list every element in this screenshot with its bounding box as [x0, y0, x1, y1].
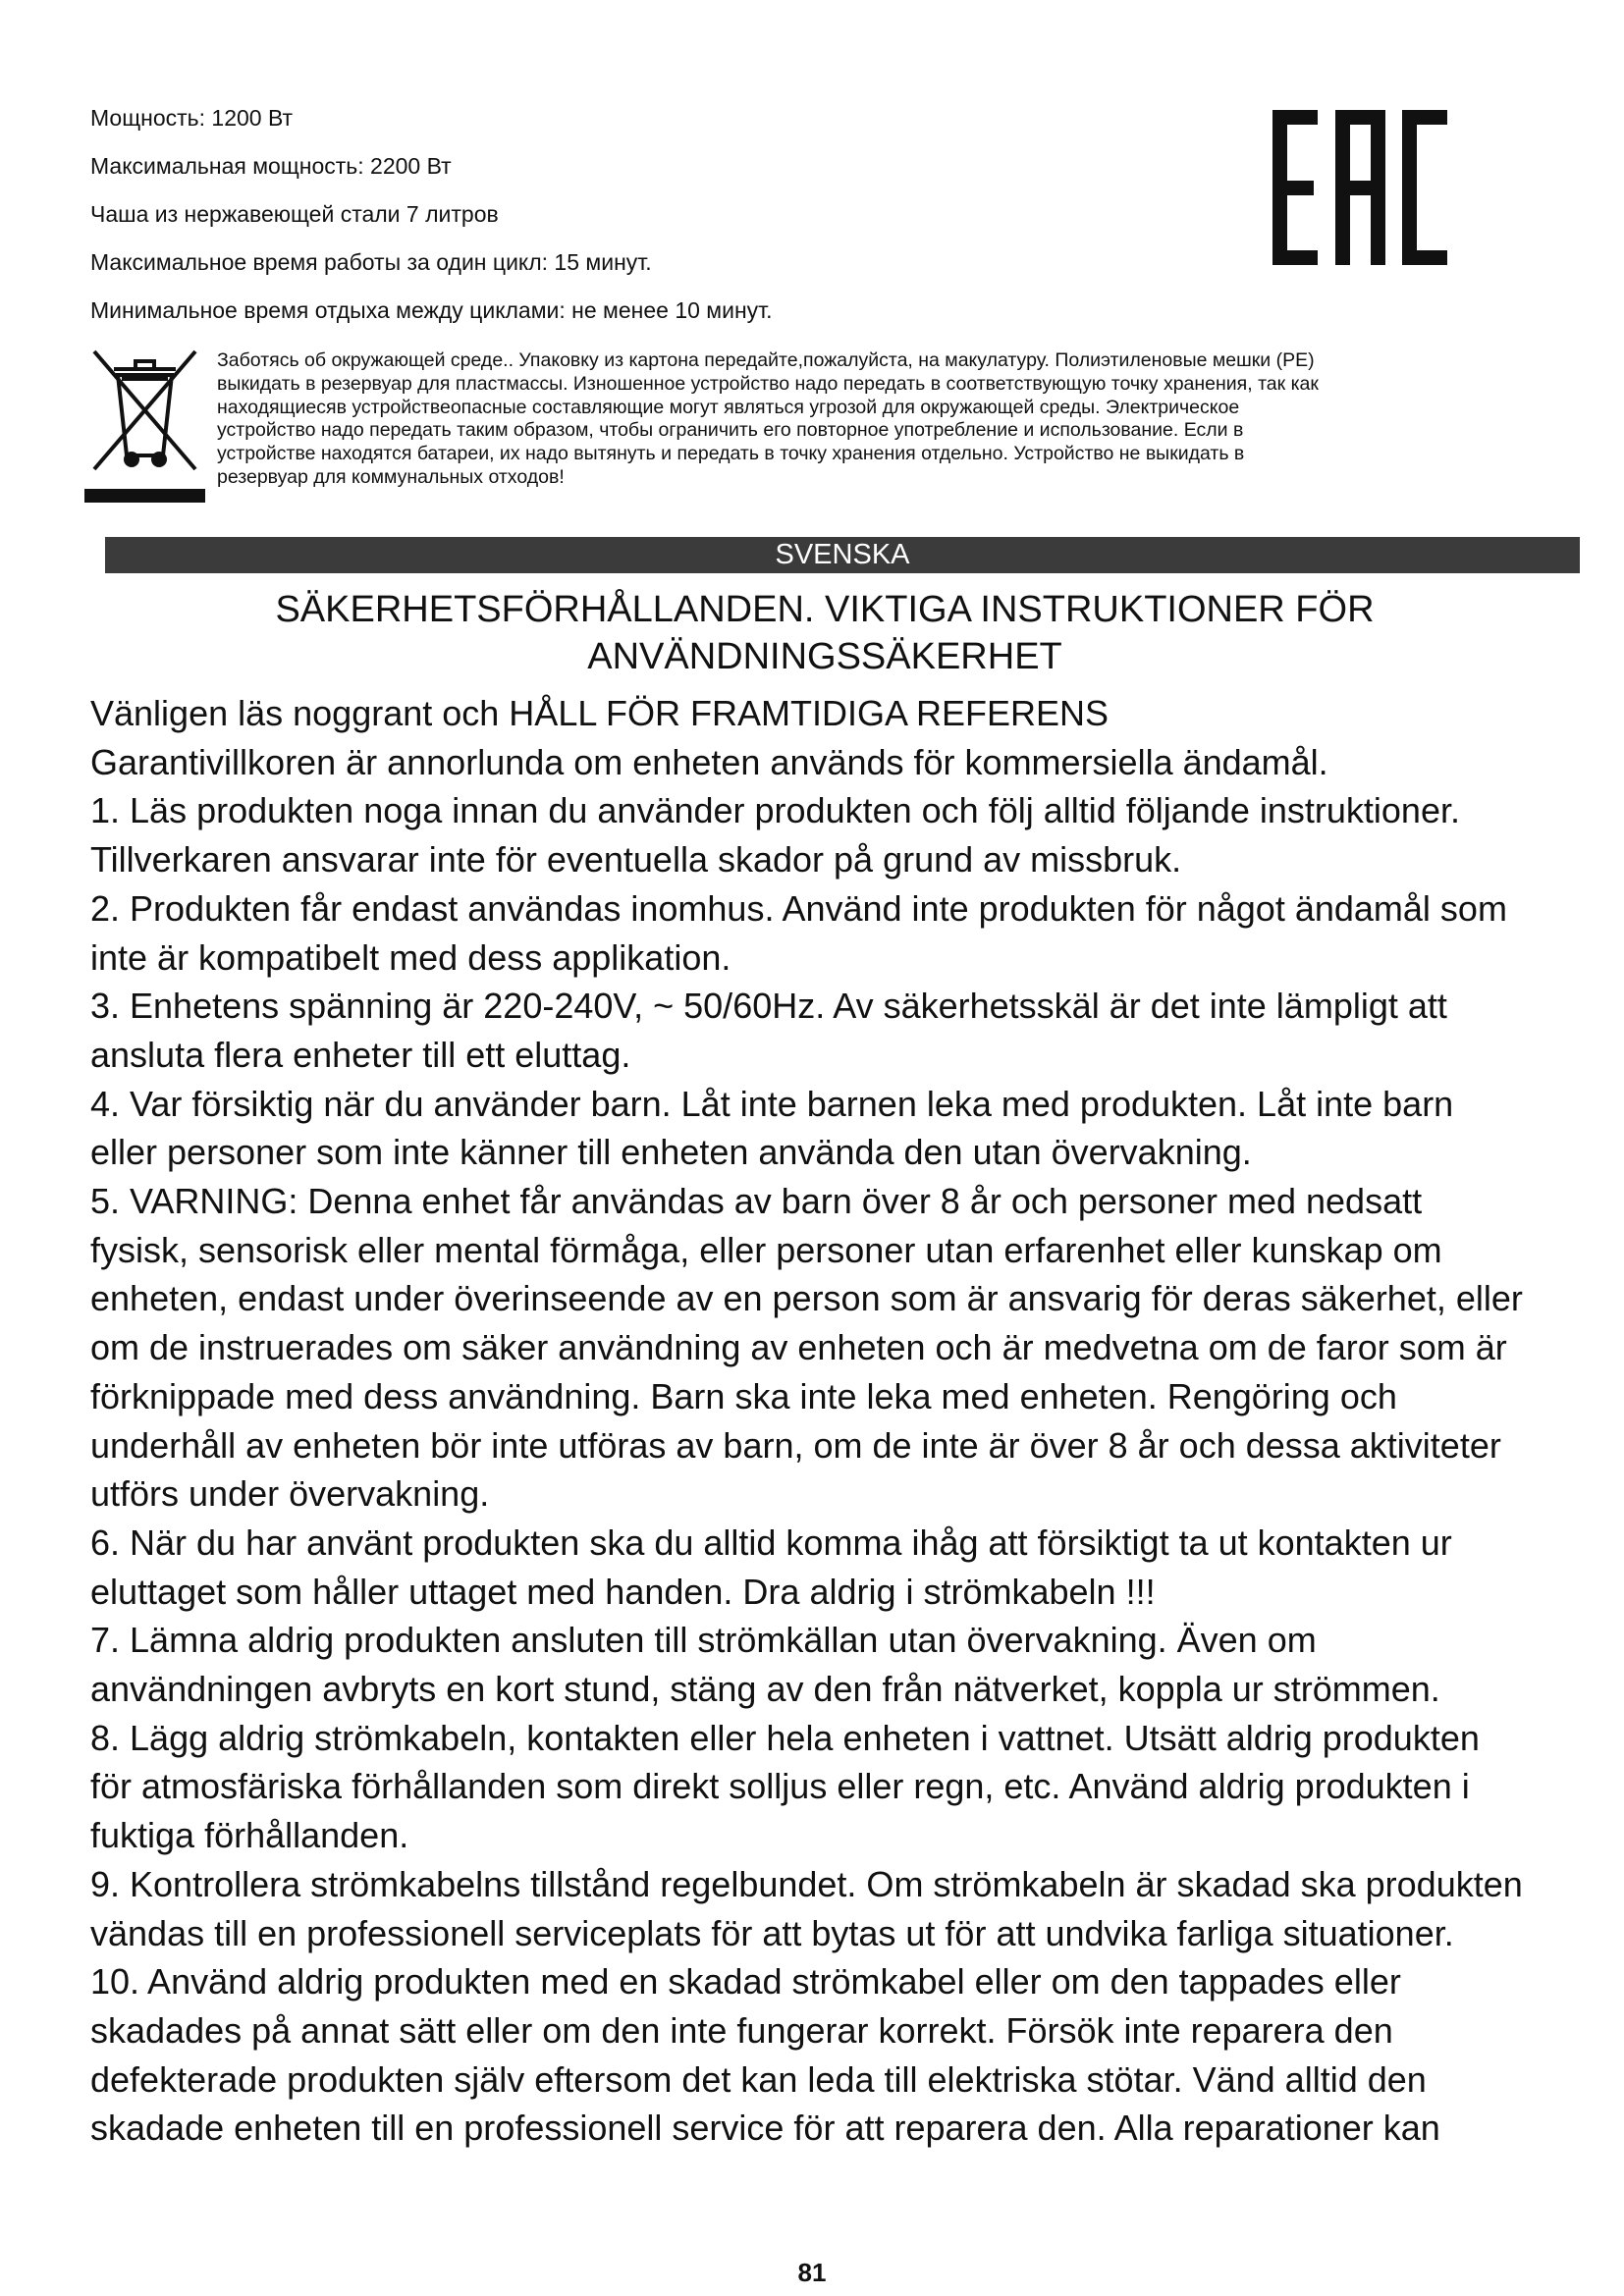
- body-line: fuktiga förhållanden.: [90, 1815, 409, 1856]
- body-line: skadades på annat sätt eller om den inte fungerar korrekt. Försök inte reparera den: [90, 2009, 1393, 2051]
- body-line: Tillverkaren ansvarar inte för eventuella skador på grund av missbruk.: [90, 839, 1182, 881]
- body-line: 10. Använd aldrig produkten med en skadad strömkabel eller om den tappades eller: [90, 1961, 1401, 2002]
- section-title: [147, 586, 1502, 680]
- spec-max-runtime: Максимальное время работы за один цикл: 15 минут.: [90, 249, 652, 275]
- body-line: 3. Enhetens spänning är 220-240V, ~ 50/60Hz. Av säkerhetsskäl är det inte lämpligt att: [90, 986, 1447, 1027]
- body-line: eller personer som inte känner till enheten använda den utan övervakning.: [90, 1132, 1252, 1173]
- page-number: 81: [797, 2258, 827, 2287]
- language-section-bar: SVENSKA: [105, 537, 1580, 573]
- environment-notice: [217, 349, 1415, 490]
- body-line: Vänligen läs noggrant och HÅLL FÖR FRAMTIDIGA REFERENS: [90, 693, 1110, 733]
- body-line: Garantivillkoren är annorlunda om enheten används för kommersiella ändamål.: [90, 741, 1328, 782]
- environment-line: находящиесяв устройствеопасные составляющие могут являться угрозой для окружающей среды. Электрическое: [217, 396, 1240, 418]
- spec-min-rest: Минимальное время отдыха между циклами: не менее 10 минут.: [90, 297, 773, 323]
- spec-max-power: Максимальная мощность: 2200 Вт: [90, 153, 452, 179]
- body-line: underhåll av enheten bör inte utföras av barn, om de inte är över 8 år och dessa aktiviteter: [90, 1424, 1501, 1466]
- environment-line: устройстве находятся батареи, их надо вытянуть и передать в точку хранения отдельно. Устройство не выкидать в: [217, 443, 1245, 465]
- body-line: förknippade med dess användning. Barn ska inte leka med enheten. Rengöring och: [90, 1375, 1397, 1416]
- body-line: vändas till en professionell serviceplats för att bytas ut för att undvika farliga situationer.: [90, 1912, 1454, 1953]
- body-line: 7. Lämna aldrig produkten ansluten till strömkällan utan övervakning. Även om: [90, 1620, 1317, 1661]
- crossed-bin-icon: [84, 340, 205, 508]
- body-line: om de instruerades om säker användning av enheten och är medvetna om de faror som är: [90, 1327, 1507, 1368]
- title-line: SÄKERHETSFÖRHÅLLANDEN. VIKTIGA INSTRUKTIONER FÖR: [275, 589, 1375, 630]
- body-line: 2. Produkten får endast användas inomhus. Använd inte produkten för något ändamål som: [90, 887, 1507, 929]
- body-line: användningen avbryts en kort stund, stäng av den från nätverket, koppla ur strömmen.: [90, 1669, 1440, 1710]
- specifications-list: [90, 94, 1219, 335]
- body-line: defekterade produkten själv eftersom det kan leda till elektriska stötar. Vänd alltid den: [90, 2058, 1427, 2100]
- body-line: skadade enheten till en professionell service för att reparera den. Alla reparationer kan: [90, 2108, 1440, 2149]
- environment-line: Заботясь об окружающей среде.. Упаковку из картона передайте,пожалуйста, на макулатуру. Полиэтиленовые мешки (PE): [217, 349, 1315, 371]
- spec-power: Мощность: 1200 Вт: [90, 105, 294, 131]
- body-line: 1. Läs produkten noga innan du använder produkten och följ alltid följande instruktioner.: [90, 790, 1460, 831]
- eac-certification-mark: [1272, 110, 1447, 265]
- spec-bowl: Чаша из нержавеющей стали 7 литров: [90, 201, 499, 227]
- body-line: eluttaget som håller uttaget med handen. Dra aldrig i strömkabeln !!!: [90, 1571, 1156, 1612]
- body-line: 6. När du har använt produkten ska du alltid komma ihåg att försiktigt ta ut kontakten ur: [90, 1522, 1452, 1563]
- body-line: utförs under övervakning.: [90, 1473, 490, 1515]
- body-line: 9. Kontrollera strömkabelns tillstånd regelbundet. Om strömkabeln är skadad ska produkten: [90, 1863, 1523, 1904]
- body-line: 4. Var försiktig när du använder barn. Låt inte barnen leka med produkten. Låt inte barn: [90, 1083, 1454, 1124]
- body-line: för atmosfäriska förhållanden som direkt solljus eller regn, etc. Använd aldrig produkten i: [90, 1766, 1470, 1807]
- body-line: inte är kompatibelt med dess applikation.: [90, 936, 731, 978]
- body-line: 8. Lägg aldrig strömkabeln, kontakten eller hela enheten i vattnet. Utsätt aldrig produkten: [90, 1717, 1480, 1758]
- environment-line: выкидать в резервуар для пластмассы. Изношенное устройство надо передать в соответствующую точку хранения, так как: [217, 372, 1319, 395]
- title-line: ANVÄNDNINGSSÄKERHET: [587, 636, 1062, 677]
- body-line: 5. VARNING: Denna enhet får användas av barn över 8 år och personer med nedsatt: [90, 1181, 1423, 1222]
- body-line: ansluta flera enheter till ett eluttag.: [90, 1034, 631, 1075]
- body-line: enheten, endast under överinseende av en person som är ansvarig för deras säkerhet, eller: [90, 1278, 1523, 1319]
- body-line: fysisk, sensorisk eller mental förmåga, eller personer utan erfarenhet eller kunskap om: [90, 1229, 1442, 1270]
- environment-line: резервуар для коммунальных отходов!: [217, 465, 565, 488]
- instructions-body: [90, 689, 1563, 2153]
- environment-line: устройство надо передать таким образом, чтобы ограничить его повторное употребление и использование. Если в: [217, 419, 1244, 442]
